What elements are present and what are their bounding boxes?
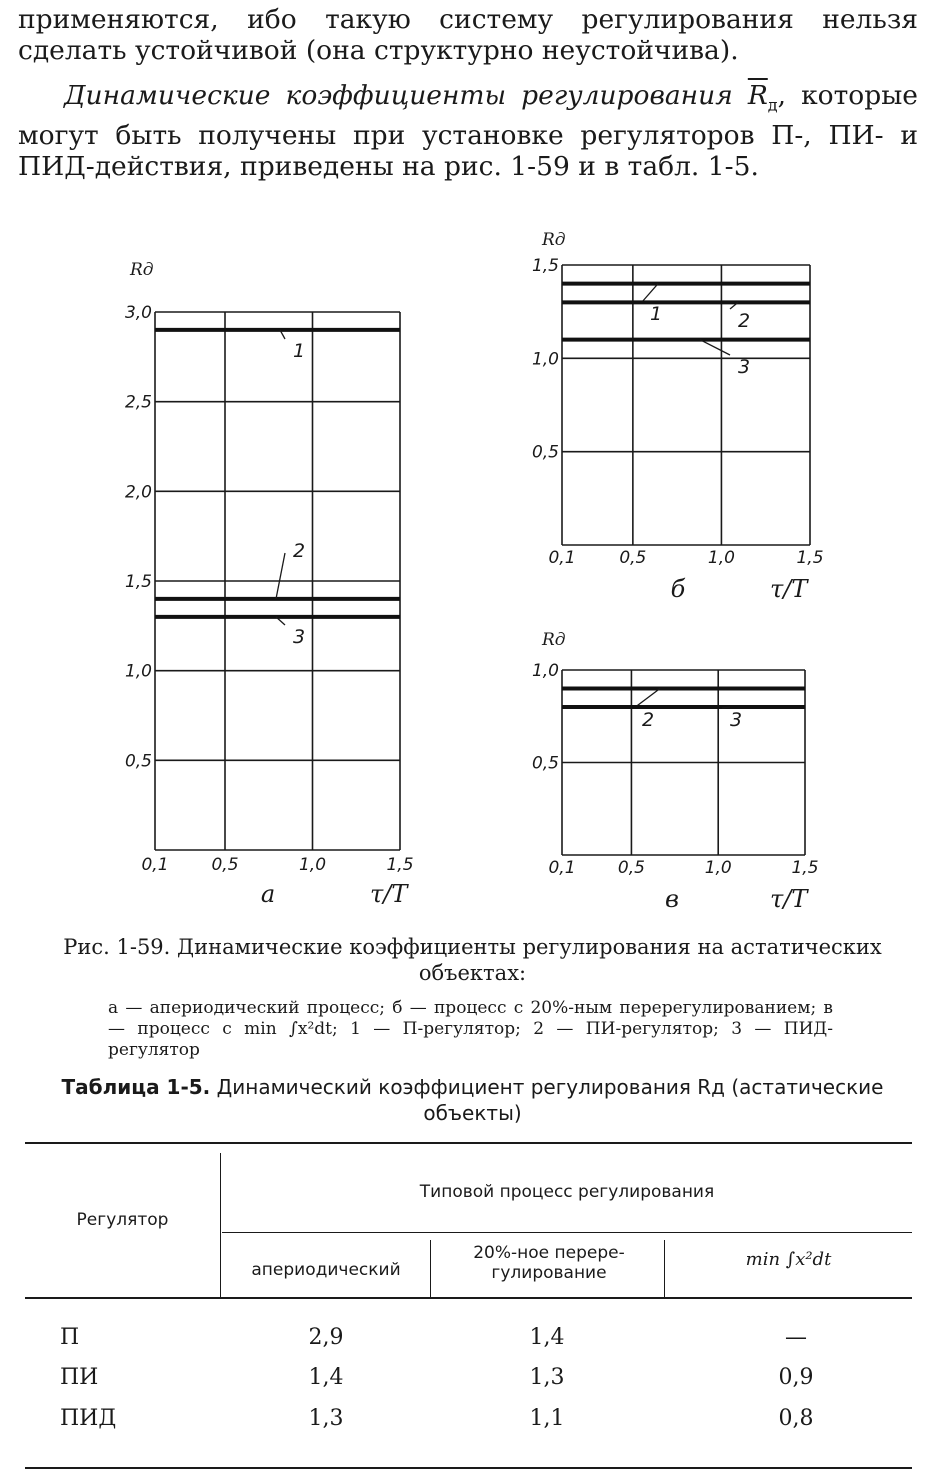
- header-regulator: Регулятор: [76, 1210, 169, 1230]
- y-tick-label: 0,5: [531, 753, 559, 774]
- series-label: 3: [738, 356, 751, 378]
- header-min-integral: min ∫x²dt: [745, 1249, 832, 1270]
- y-tick-label: 1,0: [531, 349, 559, 370]
- x-tick-label: 1,5: [791, 858, 819, 878]
- header-overshoot: 20%-ное перере-гулирование: [473, 1243, 625, 1283]
- x-tick-label: 1,5: [386, 855, 414, 875]
- table-col-divider-2: [430, 1240, 431, 1297]
- x-tick-label: 0,1: [141, 855, 169, 875]
- series-label: 2: [293, 540, 306, 562]
- y-axis-label: Rд: [542, 230, 566, 250]
- y-axis-label: Rд: [130, 260, 154, 280]
- y-tick-label: 2,0: [124, 482, 152, 503]
- header-aperiodic: апериодический: [251, 1260, 401, 1280]
- chart-panel-a: [100, 250, 430, 915]
- series-label: 1: [293, 340, 306, 362]
- series-label: 1: [650, 303, 663, 325]
- x-tick-label: 1,0: [298, 855, 327, 875]
- panel-label: а: [260, 880, 276, 908]
- x-axis-label: τ/T: [770, 885, 808, 913]
- paragraph-1-text: применяются, ибо такую систему регулирования нельзя сделать устойчивой (она структурно неустойчива).: [18, 4, 918, 66]
- y-tick-label: 1,5: [531, 256, 559, 276]
- symbol-r: $\overline{R}$: [747, 80, 768, 111]
- x-tick-label: 0,1: [548, 858, 576, 878]
- table-number: Таблица 1-5.: [61, 1075, 211, 1099]
- table-title-text: Динамический коэффициент регулирования Rд (астатические объекты): [216, 1075, 884, 1125]
- y-tick-label: 1,5: [124, 572, 152, 592]
- figure-caption: Рис. 1-59. Динамические коэффициенты регулирования на астатических объектах:: [63, 935, 882, 985]
- x-tick-label: 1,5: [796, 548, 824, 568]
- row-value-overshoot: 1,4: [529, 1325, 565, 1350]
- figure-legend: а — апериодический процесс; б — процесс с 20%-ным перерегулированием; в — процесс с min ∫x²dt; 1 — П-регулятор; 2 — ПИ-регулятор; 3 — ПИД-регулятор: [108, 998, 833, 1060]
- paragraph-2: [18, 80, 918, 182]
- series-label: 3: [730, 709, 743, 731]
- series-label: 2: [642, 709, 655, 731]
- paragraph-1: [18, 4, 918, 66]
- row-value-aperiodic: 2,9: [308, 1325, 344, 1350]
- row-value-min-integral: 0,8: [778, 1406, 814, 1431]
- header-process-group: Типовой процесс регулирования: [419, 1182, 715, 1202]
- chart-panel-v: [520, 625, 840, 915]
- term-dynamic-coefficients: Динамические коэффициенты регулирования: [64, 80, 733, 111]
- x-tick-label: 0,1: [548, 548, 576, 568]
- row-value-aperiodic: 1,4: [308, 1365, 344, 1390]
- row-regulator: ПИ: [60, 1365, 99, 1390]
- series-label: 2: [738, 310, 751, 332]
- y-tick-label: 2,5: [124, 392, 152, 413]
- row-value-min-integral: —: [785, 1325, 807, 1350]
- table-col-divider-1: [220, 1153, 221, 1297]
- panel-label: б: [670, 575, 686, 603]
- row-regulator: ПИД: [60, 1406, 117, 1431]
- row-value-min-integral: 0,9: [778, 1365, 814, 1390]
- series-leader-line: [700, 340, 730, 355]
- symbol-r-sub: д: [767, 95, 778, 115]
- series-label: 3: [293, 626, 306, 648]
- panel-label: в: [665, 885, 679, 913]
- y-tick-label: 0,5: [124, 751, 152, 772]
- y-tick-label: 1,0: [124, 661, 152, 682]
- series-leader-line: [642, 284, 658, 302]
- x-tick-label: 1,0: [704, 858, 732, 878]
- x-tick-label: 0,5: [619, 548, 647, 568]
- row-value-aperiodic: 1,3: [308, 1406, 344, 1431]
- table-title: [60, 1074, 885, 1126]
- y-axis-label: Rд: [542, 630, 566, 650]
- row-value-overshoot: 1,3: [529, 1365, 565, 1390]
- table-bottom-rule: [25, 1467, 912, 1469]
- series-leader-line: [276, 553, 285, 599]
- table-header-bottom-rule: [25, 1297, 912, 1299]
- table-top-rule: [25, 1142, 912, 1144]
- x-tick-label: 1,0: [707, 548, 735, 568]
- x-tick-label: 0,5: [617, 858, 645, 878]
- table-header-rule: [222, 1232, 912, 1233]
- row-value-overshoot: 1,1: [529, 1406, 565, 1431]
- y-tick-label: 0,5: [531, 442, 559, 463]
- x-tick-label: 0,5: [211, 855, 239, 875]
- y-tick-label: 3,0: [124, 303, 152, 323]
- chart-panel-b: [520, 225, 840, 610]
- x-axis-label: τ/T: [370, 880, 408, 908]
- row-regulator: П: [60, 1325, 80, 1350]
- x-axis-label: τ/T: [770, 575, 808, 603]
- paragraph-2-rest: , которые могут быть получены при установке регуляторов П-, ПИ- и ПИД-действия, приведены на рис. 1-59 и в табл. 1-5.: [18, 80, 918, 183]
- y-tick-label: 1,0: [531, 661, 559, 681]
